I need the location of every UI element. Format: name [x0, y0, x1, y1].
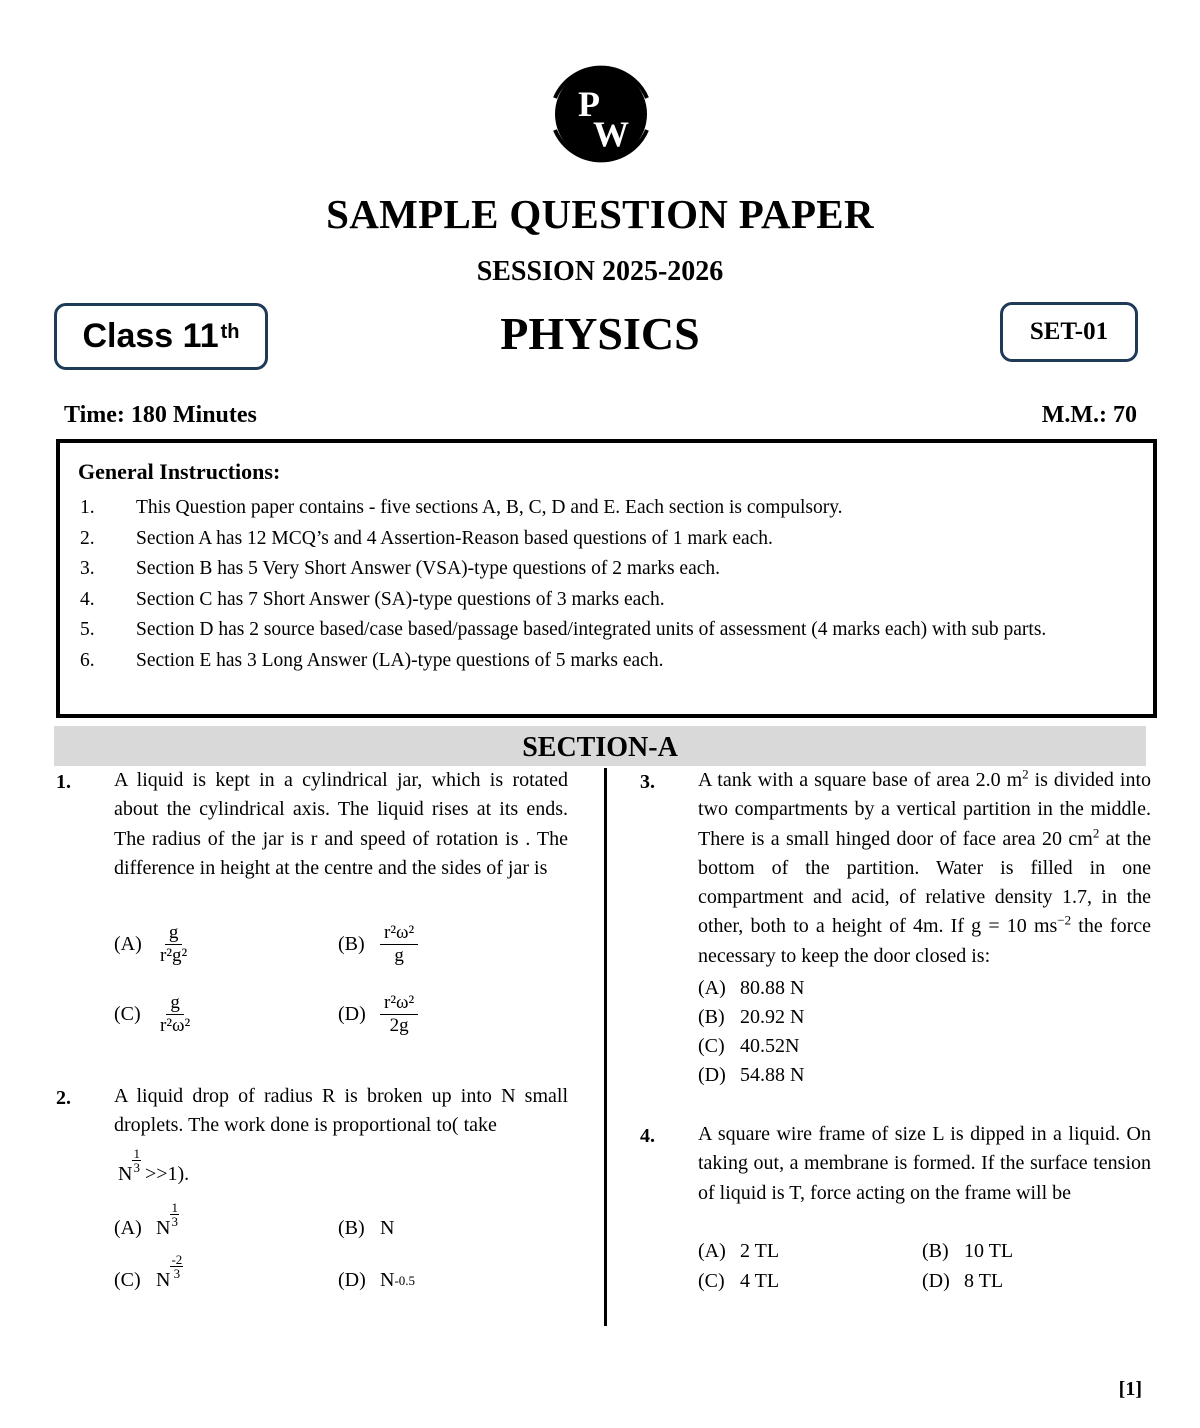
max-marks: M.M.: 70 — [1041, 402, 1137, 428]
option-a: (A) 80.88 N — [698, 977, 805, 999]
question-text: A square wire frame of size L is dipped in a liquid. On taking out, a membrane is formed. If the surface tension of liquid is T, force acting on the frame will be — [698, 1123, 1151, 1204]
option-d: (D) 54.88 N — [698, 1064, 805, 1086]
list-item: 3. Section B has 5 Very Short Answer (VSA)-type questions of 2 marks each. — [80, 558, 721, 579]
svg-text:W: W — [593, 114, 629, 154]
option-c: (C) N -2 3 — [114, 1252, 183, 1291]
class-label: Class 11 — [82, 317, 219, 355]
option-b: (B) 20.92 N — [698, 1006, 805, 1028]
instructions-title: General Instructions: — [78, 459, 281, 484]
option-b: (B) 10 TL — [922, 1240, 1014, 1262]
list-item: 6. Section E has 3 Long Answer (LA)-type questions of 5 marks each. — [80, 649, 664, 671]
paper-title: SAMPLE QUESTION PAPER — [326, 191, 874, 237]
instructions-box — [56, 439, 1157, 718]
pw-logo — [547, 58, 655, 170]
option-c: (C) 40.52N — [698, 1035, 800, 1057]
option-d: (D) 8 TL — [922, 1270, 1004, 1292]
list-item: 5. Section D has 2 source based/case based/passage based/integrated units of assessment (4 marks each) with sub parts. — [80, 619, 1047, 640]
list-item: 1. This Question paper contains - five sections A, B, C, D and E. Each section is compulsory. — [80, 497, 843, 518]
class-badge — [54, 303, 268, 370]
page-number: [1] — [1118, 1378, 1142, 1400]
question-text: A tank with a square base of area 2.0 $m^2$ is divided into two compartments by a vertical partition in the middle. There is a small hinged door of face area 20 $cm^2$ at the bottom of the partition. Water is filled in one compartment and acid, of relative density 1.7, in the other, both to a height of 4m. If g = 10 $ms^{-2}$ the force necessary to keep the door closed is: — [698, 766, 1151, 967]
session-label: SESSION 2025-2026 — [476, 256, 724, 287]
time-allowed: Time: 180 Minutes — [64, 402, 257, 428]
option-b: (B) N — [338, 1217, 395, 1239]
section-heading: SECTION-A — [54, 726, 1146, 766]
option-c: (C) 4 TL — [698, 1270, 780, 1292]
class-sup: th — [220, 321, 240, 343]
question-number: 4. — [640, 1125, 655, 1147]
column-divider — [604, 768, 607, 1326]
option-a: (A) N 1 3 — [114, 1200, 178, 1239]
option-a: (A) 2 TL — [698, 1240, 780, 1262]
list-item: 4. Section C has 7 Short Answer (SA)-type questions of 3 marks each. — [80, 588, 665, 610]
subject-title: PHYSICS — [500, 308, 700, 359]
set-badge: SET-01 — [1000, 302, 1138, 362]
option-b: (B) $\frac{\text{r²ω²}}{g}$ — [338, 922, 418, 967]
option-a: (A) $\frac{g}{\text{r²g²}}$ — [114, 922, 188, 966]
logo-letters: P — [578, 84, 600, 124]
question-condition: N 1 3 >>1). — [118, 1146, 190, 1185]
option-c: (C) $\frac{g}{\text{r²ω²}}$ — [114, 992, 191, 1036]
instructions-list — [80, 493, 1140, 676]
question-text: A liquid drop of radius R is broken up into N small droplets. The work done is proportional to( take — [114, 1085, 568, 1137]
option-d: (D) N -0.5 — [338, 1269, 416, 1291]
list-item: 2. Section A has 12 MCQ’s and 4 Assertion-Reason based questions of 1 mark each. — [80, 527, 773, 549]
question-number: 2. — [56, 1087, 71, 1109]
question-text: A liquid is kept in a cylindrical jar, which is rotated about the cylindrical axis. The liquid rises at its ends. The radius of the jar is r and speed of rotation is . The difference in height at the centre and the sides of jar is — [114, 769, 568, 879]
question-number: 3. — [640, 771, 655, 793]
question-number: 1. — [56, 771, 71, 793]
option-d: (D) $\frac{\text{r²ω²}}{2g}$ — [338, 992, 418, 1037]
